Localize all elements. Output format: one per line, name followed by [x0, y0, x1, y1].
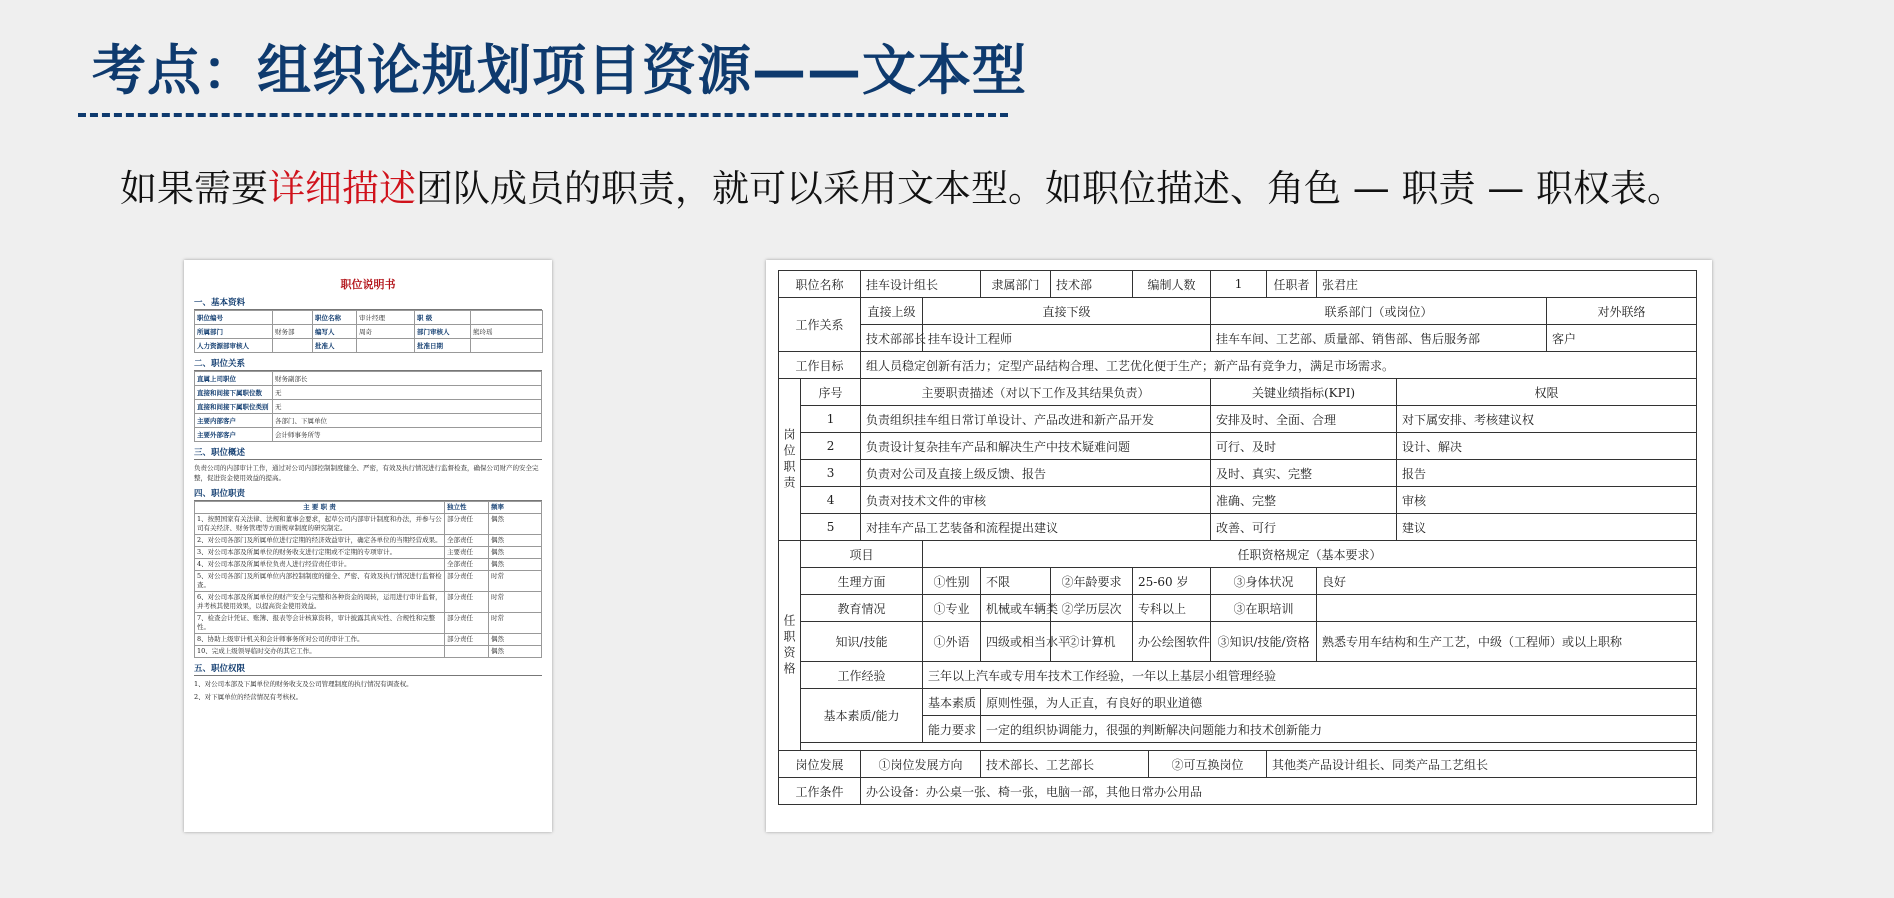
table-cell: 隶属部门	[981, 271, 1051, 298]
table-cell: 技术部长、工艺部长	[981, 751, 1149, 778]
table-row	[195, 514, 542, 535]
table-row	[779, 514, 1697, 541]
table-cell: 会计师事务所等	[273, 428, 542, 442]
subtitle-after: 团队成员的职责，就可以采用文本型。如职位描述、角色 — 职责 — 职权表。	[416, 167, 1685, 210]
role-responsibility-document	[766, 260, 1712, 832]
table-row	[779, 406, 1697, 433]
table-row	[779, 298, 1697, 325]
table-cell: 安排及时、全面、合理	[1211, 406, 1397, 433]
table-cell: ①岗位发展方向	[861, 751, 981, 778]
table-cell: 改善、可行	[1211, 514, 1397, 541]
table-header: 频率	[489, 502, 542, 514]
table-cell: 时常	[489, 613, 542, 634]
table-cell: 负责对公司及直接上级反馈、报告	[861, 460, 1211, 487]
table-cell: 职位名称	[313, 311, 357, 325]
table-row	[195, 592, 542, 613]
table-cell: ②年龄要求	[1051, 568, 1133, 595]
table-cell: ②可互换岗位	[1149, 751, 1267, 778]
table-cell: 偶然	[489, 634, 542, 646]
table-header: 独立性	[445, 502, 489, 514]
table-cell: 周奇	[357, 325, 415, 339]
doc-title: 职位说明书	[340, 278, 396, 291]
duties-table	[194, 501, 542, 658]
table-cell: 部门审核人	[415, 325, 471, 339]
table-cell: 能力要求	[923, 716, 981, 743]
table-row	[195, 400, 542, 414]
section-duties: 四、职位职责	[194, 487, 542, 501]
table-row	[195, 535, 542, 547]
table-row	[195, 311, 543, 325]
table-cell: 技术部	[1051, 271, 1133, 298]
table-cell: 不限	[981, 568, 1051, 595]
table-cell: 6、对公司本部及所属单位的财产安全与完整和各种资金的周转，运用进行审计监督，并考核其使用效果，以提高资金使用效益。	[195, 592, 445, 613]
table-row	[779, 271, 1697, 298]
table-row	[779, 352, 1697, 379]
table-cell: ③在职培训	[1211, 595, 1317, 622]
table-row	[195, 634, 542, 646]
table-cell: 全部责任	[445, 559, 489, 571]
table-cell: 良好	[1317, 568, 1697, 595]
table-cell: 岗位发展	[779, 751, 861, 778]
table-cell: 序号	[801, 379, 861, 406]
table-cell: ③知识/技能/资格	[1211, 622, 1317, 662]
table-cell: 1	[801, 406, 861, 433]
table-row	[195, 372, 542, 386]
table-row	[779, 379, 1697, 406]
table-row	[779, 662, 1697, 689]
table-cell: ③身体状况	[1211, 568, 1317, 595]
table-cell: 张君庄	[1317, 271, 1697, 298]
table-cell: 2	[801, 433, 861, 460]
table-cell	[273, 311, 313, 325]
table-cell: 所属部门	[195, 325, 273, 339]
table-cell: 挂车设计组长	[861, 271, 981, 298]
table-cell: 职 级	[415, 311, 471, 325]
table-cell: 8、协助上级审计机关和会计师事务所对公司的审计工作。	[195, 634, 445, 646]
table-cell: 联系部门（或岗位）	[1211, 298, 1547, 325]
table-cell: 偶然	[489, 514, 542, 535]
table-row	[195, 414, 542, 428]
page-title: 考点：组织论规划项目资源——文本型	[92, 39, 1027, 102]
table-cell	[273, 339, 313, 353]
table-cell: 挂车设计工程师	[923, 325, 1211, 352]
table-cell: 建议	[1397, 514, 1697, 541]
table-cell: 3、对公司本部及所属单位的财务收支进行定期或不定期的专项审计。	[195, 547, 445, 559]
table-row	[195, 325, 543, 339]
table-cell	[1317, 595, 1697, 622]
table-cell: 无	[273, 386, 542, 400]
table-cell: 人力资源部审核人	[195, 339, 273, 353]
table-cell	[445, 646, 489, 658]
table-cell: 挂车车间、工艺部、质量部、销售部、售后服务部	[1211, 325, 1547, 352]
table-cell: 熟悉专用车结构和生产工艺，中级（工程师）或以上职称	[1317, 622, 1697, 662]
table-row	[195, 339, 543, 353]
table-cell: 2、对公司各部门及所属单位进行定期的经济效益审计，确定各单位的当期经营成果。	[195, 535, 445, 547]
table-row	[779, 743, 1697, 751]
table-row	[779, 541, 1697, 568]
table-cell: 无	[273, 400, 542, 414]
table-cell: 三年以上汽车或专用车技术工作经验，一年以上基层小组管理经验	[923, 662, 1697, 689]
table-cell: ①外语	[923, 622, 981, 662]
table-cell: 编写人	[313, 325, 357, 339]
table-cell: 任职资格规定（基本要求）	[923, 541, 1697, 568]
table-cell: 负责设计复杂挂车产品和解决生产中技术疑难问题	[861, 433, 1211, 460]
spacer-cell	[801, 743, 1697, 751]
subtitle-before: 如果需要	[120, 167, 268, 210]
table-cell: ②学历层次	[1051, 595, 1133, 622]
table-cell: 及时、真实、完整	[1211, 460, 1397, 487]
table-cell	[471, 311, 543, 325]
table-cell: 直接和间接下属职位数	[195, 386, 273, 400]
table-cell: 可行、及时	[1211, 433, 1397, 460]
table-cell: 部分责任	[445, 613, 489, 634]
table-cell: 部分责任	[445, 634, 489, 646]
table-row	[195, 547, 542, 559]
table-cell: 主要内部客户	[195, 414, 273, 428]
table-cell: 5	[801, 514, 861, 541]
table-cell: 直属上司职位	[195, 372, 273, 386]
table-cell: 对外联络	[1547, 298, 1697, 325]
table-cell: 工作目标	[779, 352, 861, 379]
table-cell: 关键业绩指标(KPI)	[1211, 379, 1397, 406]
table-cell: 熊玲瑶	[471, 325, 543, 339]
table-cell: 权限	[1397, 379, 1697, 406]
table-cell: 批准日期	[415, 339, 471, 353]
table-cell: 部分责任	[445, 592, 489, 613]
table-cell: 批准人	[313, 339, 357, 353]
table-row	[195, 571, 542, 592]
table-cell: 报告	[1397, 460, 1697, 487]
table-cell: 设计、解决	[1397, 433, 1697, 460]
table-cell: 职位名称	[779, 271, 861, 298]
basic-info-table	[194, 310, 543, 353]
table-cell: 25-60 岁	[1133, 568, 1211, 595]
table-cell: 工作经验	[801, 662, 923, 689]
table-cell	[471, 339, 543, 353]
table-cell: ②计算机	[1051, 622, 1133, 662]
table-cell: 任职资格	[779, 541, 801, 751]
table-cell: 办公设备：办公桌一张、椅一张，电脑一部，其他日常办公用品	[861, 778, 1697, 805]
table-cell: 审核	[1397, 487, 1697, 514]
table-cell: 任职者	[1267, 271, 1317, 298]
table-cell: 职位编号	[195, 311, 273, 325]
table-cell: 负责对技术文件的审核	[861, 487, 1211, 514]
table-cell: 一定的组织协调能力，很强的判断解决问题能力和技术创新能力	[981, 716, 1697, 743]
table-cell: 时常	[489, 571, 542, 592]
table-row	[195, 428, 542, 442]
table-row	[195, 502, 542, 514]
table-cell: 岗位职责	[779, 379, 801, 541]
table-cell: 财务部	[273, 325, 313, 339]
table-row	[779, 487, 1697, 514]
table-row	[195, 613, 542, 634]
table-cell: 1、按照国家有关法律、法规和董事会要求，起草公司内部审计制度和办法，并参与公司有关经济、财务管理等方面规章制度的研究制定。	[195, 514, 445, 535]
table-cell: 偶然	[489, 535, 542, 547]
table-cell: 准确、完整	[1211, 487, 1397, 514]
table-row	[195, 646, 542, 658]
table-cell: 7、检查会计凭证、账簿、报表等会计核算资料，审计披露其真实性、合规性和完整性。	[195, 613, 445, 634]
table-cell: 时常	[489, 592, 542, 613]
table-row	[195, 559, 542, 571]
table-cell: 负责组织挂车组日常订单设计、产品改进和新产品开发	[861, 406, 1211, 433]
title-divider	[78, 113, 1008, 117]
table-cell: 工作关系	[779, 298, 861, 352]
table-cell: 5、对公司各部门及所属单位内部控制制度的健全、严密、有效及执行情况进行监督检查。	[195, 571, 445, 592]
table-cell: 专科以上	[1133, 595, 1211, 622]
table-cell: 各部门、下属单位	[273, 414, 542, 428]
table-cell: 主要责任	[445, 547, 489, 559]
table-row	[779, 460, 1697, 487]
power-item: 1、对公司本部及下属单位的财务收支及公司管理制度的执行情况有调查权。	[194, 680, 413, 688]
role-table	[778, 270, 1697, 805]
table-cell: 偶然	[489, 559, 542, 571]
section-powers: 五、职位权限	[194, 662, 542, 676]
table-cell: 技术部部长	[861, 325, 923, 352]
table-row	[779, 751, 1697, 778]
table-cell: 主要外部客户	[195, 428, 273, 442]
table-cell: 基本素质	[923, 689, 981, 716]
power-item: 2、对下属单位的经营情况有考核权。	[194, 693, 303, 701]
table-cell: 4	[801, 487, 861, 514]
table-cell: 4、对公司本部及所属单位负责人进行经营责任审计。	[195, 559, 445, 571]
table-row	[195, 386, 542, 400]
table-cell: 3	[801, 460, 861, 487]
table-cell: 直接和间接下属职位类别	[195, 400, 273, 414]
table-cell: 基本素质/能力	[801, 689, 923, 743]
table-cell: 对挂车产品工艺装备和流程提出建议	[861, 514, 1211, 541]
table-row	[779, 433, 1697, 460]
table-row	[779, 689, 1697, 716]
table-row	[779, 778, 1697, 805]
table-cell: 四级或相当水平	[981, 622, 1051, 662]
table-header: 主 要 职 责	[195, 502, 445, 514]
table-cell: 教育情况	[801, 595, 923, 622]
table-cell: 生理方面	[801, 568, 923, 595]
table-cell: ①专业	[923, 595, 981, 622]
table-cell: 部分责任	[445, 514, 489, 535]
table-cell: 客户	[1547, 325, 1697, 352]
table-cell: ①性别	[923, 568, 981, 595]
table-cell: 项目	[801, 541, 923, 568]
table-cell: 工作条件	[779, 778, 861, 805]
table-cell: 财务副部长	[273, 372, 542, 386]
section-basic: 一、基本资料	[194, 296, 542, 310]
table-cell	[357, 339, 415, 353]
table-cell: 偶然	[489, 646, 542, 658]
table-row	[779, 622, 1697, 662]
table-cell: 10、完成上级领导临时交办的其它工作。	[195, 646, 445, 658]
table-cell: 直接上级	[861, 298, 923, 325]
table-cell: 原则性强，为人正直，有良好的职业道德	[981, 689, 1697, 716]
section-overview: 三、职位概述	[194, 446, 542, 460]
section-relations: 二、职位关系	[194, 357, 542, 371]
table-row	[779, 325, 1697, 352]
table-cell: 1	[1211, 271, 1267, 298]
table-cell: 知识/技能	[801, 622, 923, 662]
table-cell: 机械或车辆类	[981, 595, 1051, 622]
table-cell: 主要职责描述（对以下工作及其结果负责）	[861, 379, 1211, 406]
table-cell: 审计经理	[357, 311, 415, 325]
table-row	[779, 595, 1697, 622]
table-cell: 偶然	[489, 547, 542, 559]
table-cell: 部分责任	[445, 571, 489, 592]
table-row	[779, 568, 1697, 595]
job-description-document	[184, 260, 552, 832]
table-cell: 对下属安排、考核建议权	[1397, 406, 1697, 433]
table-cell: 其他类产品设计组长、同类产品工艺组长	[1267, 751, 1697, 778]
table-cell: 编制人数	[1133, 271, 1211, 298]
table-cell: 组人员稳定创新有活力；定型产品结构合理、工艺优化便于生产；新产品有竞争力，满足市场需求。	[861, 352, 1697, 379]
table-cell: 全部责任	[445, 535, 489, 547]
subtitle	[120, 158, 1684, 212]
relations-table	[194, 371, 542, 442]
overview-text: 负责公司的内部审计工作，通过对公司内部控制制度健全、严密，有效及执行情况进行监督检查，确保公司财产的安全完整，促进资金使用效益的提高。	[194, 464, 539, 482]
table-cell: 办公绘图软件	[1133, 622, 1211, 662]
subtitle-highlight: 详细描述	[268, 167, 416, 210]
table-cell: 直接下级	[923, 298, 1211, 325]
